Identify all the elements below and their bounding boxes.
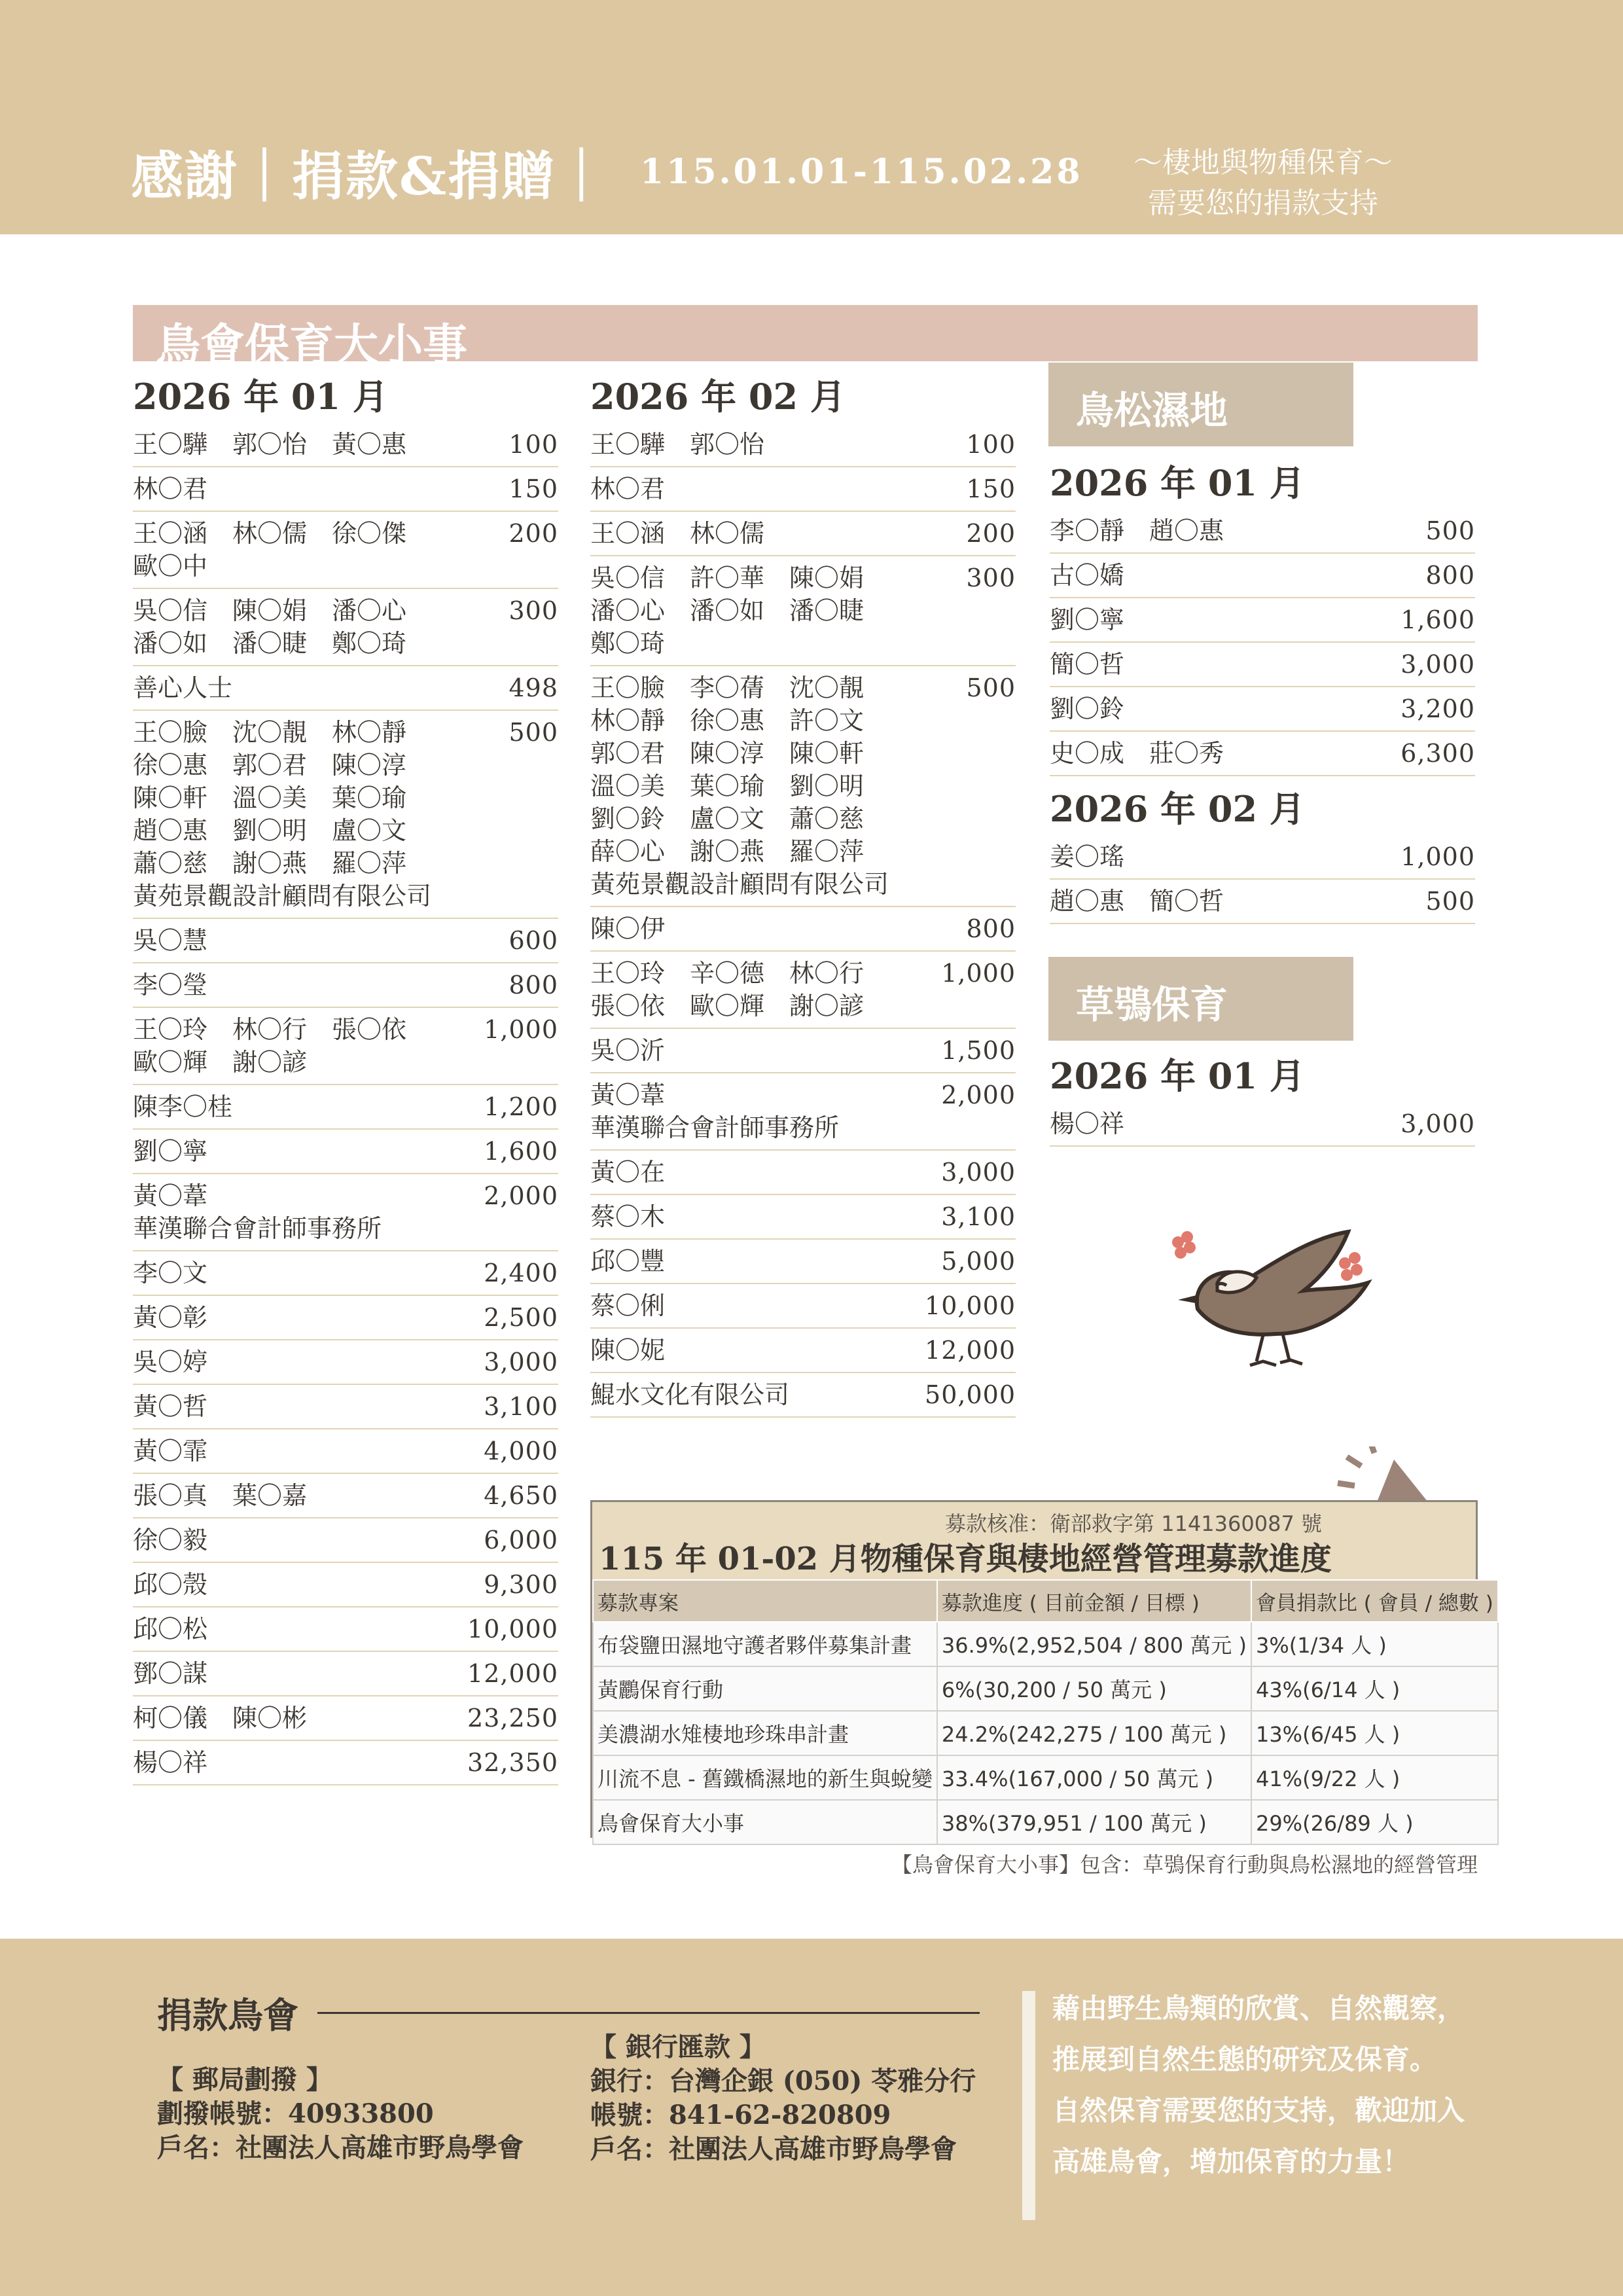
slogan-line-1: ～棲地與物種保育～ (1133, 146, 1393, 179)
progress-header (592, 1502, 1476, 1579)
donor-row (590, 666, 1016, 907)
donor-row (590, 1195, 1016, 1240)
accent-bar (1022, 1991, 1035, 2220)
wetland-donors (1050, 457, 1475, 924)
donor-names: 吳〇信 陳〇娟 潘〇心 潘〇如 潘〇睫 鄭〇琦 (133, 596, 407, 658)
donor-names: 邱〇殼 (133, 1570, 208, 1599)
donor-names: 姜〇瑤 (1050, 842, 1125, 871)
donor-names: 楊〇祥 (133, 1748, 208, 1777)
appeal-line: 自然保育需要您的支持，歡迎加入 (1052, 2094, 1465, 2126)
donor-row (133, 512, 558, 589)
approval-number: 募款核准：衛部救字第 1141360087 號 (945, 1511, 1322, 1536)
donation-amount: 10,000 (925, 1291, 1016, 1320)
donor-names: 張〇真 葉〇嘉 (133, 1481, 308, 1510)
table-cell: 川流不息 - 舊鐵橋濕地的新生與蛻變 (593, 1755, 937, 1800)
footer-band (0, 1939, 1623, 2296)
donor-list (133, 423, 558, 1785)
donation-amount: 200 (508, 519, 558, 548)
donation-amount: 1,600 (484, 1137, 558, 1166)
donor-row (590, 467, 1016, 512)
table-cell: 38%(379,951 / 100 萬元 ) (937, 1800, 1251, 1844)
donation-amount: 500 (966, 673, 1016, 702)
donation-amount: 500 (1425, 516, 1475, 545)
donor-names: 林〇君 (133, 475, 208, 503)
donor-names: 邱〇松 (133, 1615, 208, 1643)
donation-amount: 12,000 (925, 1336, 1016, 1365)
table-row (593, 1800, 1498, 1844)
donation-amount: 12,000 (467, 1659, 558, 1688)
donor-names: 蔡〇俐 (590, 1291, 666, 1320)
appeal-line: 藉由野生鳥類的欣賞、自然觀察， (1052, 1992, 1465, 2024)
donor-row (133, 919, 558, 963)
donation-amount: 5,000 (941, 1247, 1016, 1276)
donor-names: 王〇臉 李〇蒨 沈〇靚 林〇靜 徐〇惠 許〇文 郭〇君 陳〇淳 陳〇軒 溫〇美 葉〇瑜 劉〇明 劉〇鈴 盧〇文 蕭〇慈 薛〇心 謝〇燕 羅〇萍 黃苑景觀設計顧問有限公司 (590, 673, 889, 899)
donation-amount: 10,000 (467, 1615, 558, 1643)
donor-names: 黃〇在 (590, 1158, 666, 1187)
donor-row (590, 1284, 1016, 1329)
donor-row (1050, 643, 1475, 687)
bank-name: 銀行：台灣企銀 (050) 苓雅分行 (590, 2066, 976, 2096)
donation-amount: 2,400 (484, 1259, 558, 1287)
month-heading: 2026 年 01 月 (1050, 1055, 1305, 1097)
donation-amount: 2,000 (484, 1181, 558, 1210)
donor-names: 林〇君 (590, 475, 666, 503)
donor-row (590, 1373, 1016, 1418)
table-cell: 13%(6/45 人 ) (1251, 1711, 1498, 1755)
donation-amount: 1,000 (1400, 842, 1475, 871)
table-cell: 鳥會保育大小事 (593, 1800, 937, 1844)
donor-names: 李〇瑩 (133, 971, 208, 999)
donor-names: 吳〇慧 (133, 926, 208, 955)
donor-row (1050, 509, 1475, 554)
slogan-line-2: 需要您的捐款支持 (1148, 187, 1378, 220)
donor-names: 王〇驊 郭〇怡 黃〇惠 (133, 430, 407, 459)
progress-table (592, 1579, 1499, 1845)
donor-row (1050, 554, 1475, 598)
progress-title: 115 年 01-02 月物種保育與棲地經營管理募款進度 (599, 1541, 1332, 1577)
donor-row (133, 1474, 558, 1518)
donor-row (590, 952, 1016, 1029)
postal-holder: 戶名：社團法人高雄市野鳥學會 (157, 2132, 524, 2163)
donor-names: 趙〇惠 簡〇哲 (1050, 887, 1224, 916)
donation-amount: 800 (966, 914, 1016, 943)
donor-names: 善心人士 (133, 673, 233, 702)
donor-list (1050, 1102, 1475, 1147)
donation-amount: 1,600 (1400, 605, 1475, 634)
donation-amount: 1,000 (484, 1015, 558, 1044)
donor-names: 史〇成 莊〇秀 (1050, 739, 1224, 768)
column-header: 募款進度 ( 目前金額 / 目標 ) (937, 1580, 1251, 1622)
month-heading: 2026 年 01 月 (133, 376, 388, 418)
donation-amount: 300 (966, 564, 1016, 592)
donor-row (133, 1174, 558, 1251)
donation-amount: 1,000 (941, 959, 1016, 988)
donor-names: 鯤水文化有限公司 (590, 1380, 790, 1409)
donation-amount: 200 (966, 519, 1016, 548)
donation-amount: 3,000 (1400, 1109, 1475, 1138)
table-row (593, 1755, 1498, 1800)
donor-row (590, 1029, 1016, 1073)
donor-row (133, 1296, 558, 1340)
donor-row (133, 467, 558, 512)
table-cell: 33.4%(167,000 / 50 萬元 ) (937, 1755, 1251, 1800)
donation-amount: 9,300 (484, 1570, 558, 1599)
donor-list (590, 423, 1016, 1418)
donation-amount: 500 (1425, 887, 1475, 916)
donor-names: 鄧〇謀 (133, 1659, 208, 1688)
donor-row (133, 1429, 558, 1474)
donor-names: 吳〇沂 (590, 1036, 666, 1065)
donation-amount: 3,200 (1400, 694, 1475, 723)
column-header: 募款專案 (593, 1580, 937, 1622)
donor-row (590, 423, 1016, 467)
donor-names: 李〇文 (133, 1259, 208, 1287)
donor-names: 楊〇祥 (1050, 1109, 1125, 1138)
donor-row (133, 1385, 558, 1429)
donor-names: 古〇嬌 (1050, 561, 1125, 590)
donation-amount: 4,000 (484, 1437, 558, 1465)
donor-row (133, 1085, 558, 1130)
donation-amount: 1,200 (484, 1092, 558, 1121)
donor-row (133, 1008, 558, 1085)
donation-amount: 1,500 (941, 1036, 1016, 1065)
table-cell: 黃鸝保育行動 (593, 1666, 937, 1711)
fundraising-progress (590, 1500, 1493, 1838)
owl-banner (1048, 957, 1353, 1041)
donation-amount: 150 (508, 475, 558, 503)
donor-list (1050, 835, 1475, 924)
donation-amount: 6,300 (1400, 739, 1475, 768)
month-heading: 2026 年 02 月 (590, 376, 846, 418)
bank-account: 帳號：841-62-820809 (590, 2100, 891, 2130)
month-heading: 2026 年 02 月 (1050, 788, 1305, 830)
donation-amount: 498 (508, 673, 558, 702)
donor-row (133, 1607, 558, 1652)
donor-row (1050, 880, 1475, 924)
donor-names: 邱〇豐 (590, 1247, 666, 1276)
table-row (593, 1711, 1498, 1755)
table-cell: 29%(26/89 人 ) (1251, 1800, 1498, 1844)
table-cell: 布袋鹽田濕地守護者夥伴募集計畫 (593, 1622, 937, 1666)
donation-amount: 50,000 (925, 1380, 1016, 1409)
donor-names: 蔡〇木 (590, 1202, 666, 1231)
donation-amount: 6,000 (484, 1526, 558, 1554)
donor-row (133, 1130, 558, 1174)
donor-row (133, 963, 558, 1008)
appeal-line: 推展到自然生態的研究及保育。 (1052, 2043, 1438, 2075)
donation-amount: 3,000 (1400, 650, 1475, 679)
wetland-banner (1048, 363, 1353, 446)
donation-amount: 3,000 (941, 1158, 1016, 1187)
section-banner (133, 305, 1478, 372)
header-band (0, 0, 1623, 234)
donor-names: 陳〇妮 (590, 1336, 666, 1365)
donor-column-jan (133, 370, 558, 1785)
donor-names: 黃〇霏 (133, 1437, 208, 1465)
donor-row (133, 1518, 558, 1563)
donation-amount: 3,100 (484, 1392, 558, 1421)
donor-row (133, 1652, 558, 1696)
table-row (593, 1622, 1498, 1666)
postal-transfer (157, 2063, 524, 2165)
table-cell: 6%(30,200 / 50 萬元 ) (937, 1666, 1251, 1711)
donate-heading: 捐款鳥會 (157, 1994, 298, 2036)
donor-row (1050, 687, 1475, 732)
donation-amount: 23,250 (467, 1704, 558, 1732)
donor-row (133, 423, 558, 467)
donor-row (133, 1563, 558, 1607)
donation-amount: 100 (508, 430, 558, 459)
donor-row (590, 512, 1016, 556)
table-cell: 41%(9/22 人 ) (1251, 1755, 1498, 1800)
table-cell: 美濃湖水雉棲地珍珠串計畫 (593, 1711, 937, 1755)
donation-amount: 4,650 (484, 1481, 558, 1510)
donor-names: 黃〇葦 華漢聯合會計師事務所 (133, 1181, 382, 1243)
donor-row (1050, 732, 1475, 776)
postal-account: 劃撥帳號：40933800 (157, 2098, 434, 2129)
donor-row (133, 1696, 558, 1741)
donor-names: 黃〇哲 (133, 1392, 208, 1421)
donor-names: 吳〇婷 (133, 1348, 208, 1376)
appeal-line: 高雄鳥會，增加保育的力量！ (1052, 2145, 1410, 2178)
donor-names: 黃〇彰 (133, 1303, 208, 1332)
donor-names: 陳〇伊 (590, 914, 666, 943)
bank-transfer (590, 2030, 976, 2166)
donor-names: 陳李〇桂 (133, 1092, 233, 1121)
donor-names: 王〇玲 辛〇德 林〇行 張〇依 歐〇輝 謝〇諺 (590, 959, 865, 1020)
donor-names: 劉〇寧 (1050, 605, 1125, 634)
donation-amount: 2,500 (484, 1303, 558, 1332)
table-cell: 36.9%(2,952,504 / 800 萬元 ) (937, 1622, 1251, 1666)
donor-row (590, 1151, 1016, 1195)
donor-row (1050, 835, 1475, 880)
donor-names: 王〇臉 沈〇靚 林〇靜 徐〇惠 郭〇君 陳〇淳 陳〇軒 溫〇美 葉〇瑜 趙〇惠 劉〇明 盧〇文 蕭〇慈 謝〇燕 羅〇萍 黃苑景觀設計顧問有限公司 (133, 718, 432, 910)
donation-amount: 800 (508, 971, 558, 999)
donor-names: 徐〇毅 (133, 1526, 208, 1554)
donor-row (1050, 1102, 1475, 1147)
progress-footnote: 【鳥會保育大小事】包含：草鴞保育行動與鳥松濕地的經營管理 (891, 1852, 1478, 1877)
donor-row (1050, 598, 1475, 643)
donor-names: 王〇玲 林〇行 張〇依 歐〇輝 謝〇諺 (133, 1015, 407, 1077)
donor-names: 劉〇寧 (133, 1137, 208, 1166)
page-title: 感謝｜捐款&捐贈｜ (131, 145, 609, 207)
donor-row (590, 556, 1016, 666)
bird-illustration (1152, 1217, 1387, 1374)
section-title: 鳥會保育大小事 (156, 319, 468, 372)
donation-amount: 2,000 (941, 1081, 1016, 1109)
donor-list (1050, 509, 1475, 776)
donor-row (133, 1741, 558, 1785)
donation-amount: 3,000 (484, 1348, 558, 1376)
divider (317, 2012, 980, 2014)
postal-label: 【 郵局劃撥 】 (157, 2064, 332, 2095)
donor-row (133, 589, 558, 666)
table-cell: 43%(6/14 人 ) (1251, 1666, 1498, 1711)
owl-title: 草鴞保育 (1076, 982, 1228, 1027)
donor-names: 簡〇哲 (1050, 650, 1125, 679)
date-range: 115.01.01-115.02.28 (640, 152, 1083, 192)
donor-names: 柯〇儀 陳〇彬 (133, 1704, 308, 1732)
donation-amount: 600 (508, 926, 558, 955)
donor-row (590, 1329, 1016, 1373)
donation-amount: 150 (966, 475, 1016, 503)
donor-names: 吳〇信 許〇華 陳〇娟 潘〇心 潘〇如 潘〇睫 鄭〇琦 (590, 564, 865, 658)
table-header-row (593, 1580, 1498, 1622)
donation-amount: 500 (508, 718, 558, 747)
donor-names: 李〇靜 趙〇惠 (1050, 516, 1224, 545)
donor-names: 王〇涵 林〇儒 徐〇傑 歐〇中 (133, 519, 407, 581)
donation-amount: 800 (1425, 561, 1475, 590)
donor-names: 劉〇鈴 (1050, 694, 1125, 723)
donor-row (590, 907, 1016, 952)
donation-amount: 300 (508, 596, 558, 625)
column-header: 會員捐款比 ( 會員 / 總數 ) (1251, 1580, 1498, 1622)
owl-donors (1050, 1050, 1475, 1147)
table-row (593, 1666, 1498, 1711)
donor-names: 王〇涵 林〇儒 (590, 519, 765, 548)
donor-row (133, 666, 558, 711)
appeal-message (1052, 1983, 1465, 2187)
table-cell: 24.2%(242,275 / 100 萬元 ) (937, 1711, 1251, 1755)
donor-row (133, 1340, 558, 1385)
donor-row (133, 1251, 558, 1296)
slogan (1086, 143, 1440, 224)
donation-amount: 32,350 (467, 1748, 558, 1777)
donor-names: 王〇驊 郭〇怡 (590, 430, 765, 459)
donor-names: 黃〇葦 華漢聯合會計師事務所 (590, 1081, 840, 1142)
donation-amount: 100 (966, 430, 1016, 459)
donor-column-feb (590, 370, 1016, 1418)
donor-row (590, 1240, 1016, 1284)
month-heading: 2026 年 01 月 (1050, 462, 1305, 504)
table-cell: 3%(1/34 人 ) (1251, 1622, 1498, 1666)
donor-row (133, 711, 558, 919)
donation-amount: 3,100 (941, 1202, 1016, 1231)
bank-holder: 戶名：社團法人高雄市野鳥學會 (590, 2134, 957, 2164)
bank-label: 【 銀行匯款 】 (590, 2032, 766, 2062)
donor-row (590, 1073, 1016, 1151)
wetland-title: 鳥松濕地 (1076, 388, 1228, 433)
